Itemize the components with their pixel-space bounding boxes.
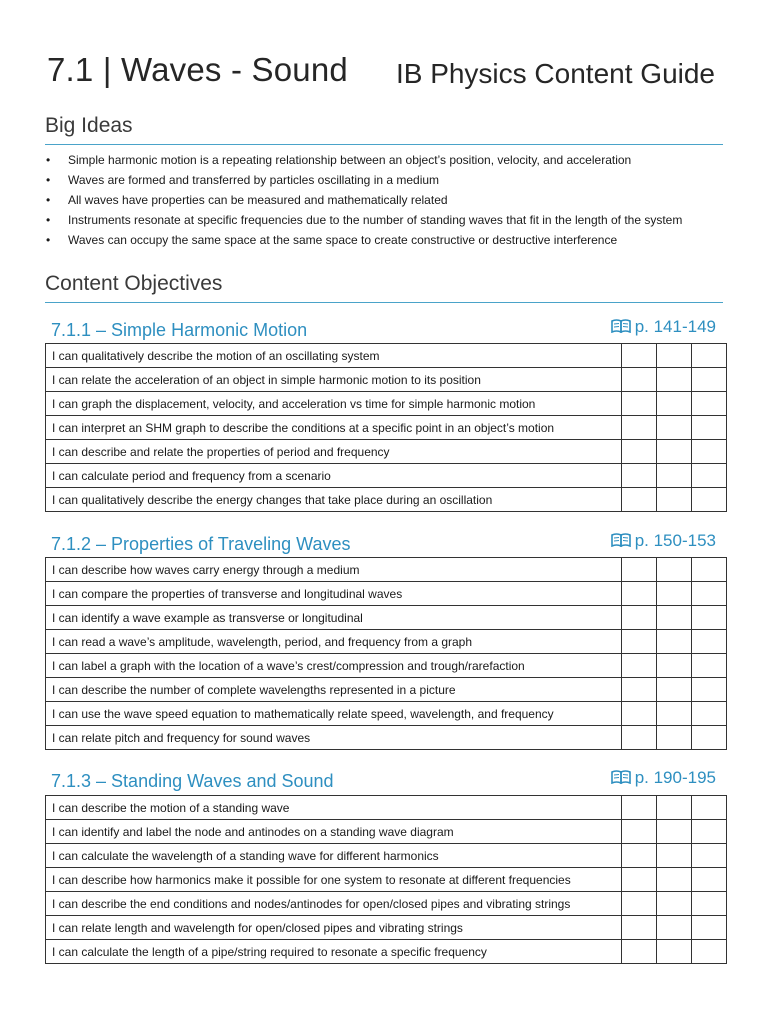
table-row	[46, 796, 727, 820]
check-box[interactable]	[692, 916, 727, 940]
check-box[interactable]	[692, 796, 727, 820]
objective-text: I can describe how harmonics make it possible for one system to resonate at different frequencies	[46, 868, 622, 892]
objective-text: I can relate length and wavelength for open/closed pipes and vibrating strings	[46, 916, 622, 940]
objective-text: I can describe and relate the properties of period and frequency	[46, 440, 622, 464]
check-box[interactable]	[692, 344, 727, 368]
objective-text: I can interpret an SHM graph to describe the conditions at a specific point in an object’s motion	[46, 416, 622, 440]
big-idea-item	[45, 230, 723, 250]
check-box[interactable]	[657, 654, 692, 678]
section-title-7-1-3: 7.1.3 – Standing Waves and Sound	[51, 771, 334, 791]
bullet-icon: •	[46, 153, 51, 167]
title-row	[45, 50, 723, 94]
check-box[interactable]	[692, 558, 727, 582]
objective-text: I can qualitatively describe the energy changes that take place during an oscillation	[46, 488, 622, 512]
table-row	[46, 582, 727, 606]
check-box[interactable]	[622, 892, 657, 916]
page-ref-7-1-2	[611, 530, 716, 552]
check-box[interactable]	[692, 464, 727, 488]
check-box[interactable]	[657, 440, 692, 464]
table-row	[46, 630, 727, 654]
check-box[interactable]	[657, 630, 692, 654]
check-box[interactable]	[622, 368, 657, 392]
check-box[interactable]	[622, 654, 657, 678]
check-box[interactable]	[622, 344, 657, 368]
table-row	[46, 416, 727, 440]
check-box[interactable]	[692, 392, 727, 416]
check-box[interactable]	[622, 606, 657, 630]
check-box[interactable]	[622, 416, 657, 440]
check-box[interactable]	[657, 606, 692, 630]
page-ref-7-1-1	[611, 316, 716, 338]
check-box[interactable]	[657, 582, 692, 606]
check-box[interactable]	[692, 844, 727, 868]
table-row	[46, 892, 727, 916]
objective-text: I can describe the number of complete wavelengths represented in a picture	[46, 678, 622, 702]
check-box[interactable]	[692, 368, 727, 392]
table-row	[46, 678, 727, 702]
objective-text: I can compare the properties of transverse and longitudinal waves	[46, 582, 622, 606]
objective-text: I can use the wave speed equation to mathematically relate speed, wavelength, and frequency	[46, 702, 622, 726]
page-range: p. 141-149	[634, 317, 716, 336]
check-box[interactable]	[657, 678, 692, 702]
section-title-7-1-1: 7.1.1 – Simple Harmonic Motion	[51, 320, 308, 340]
check-box[interactable]	[692, 678, 727, 702]
objective-text: I can calculate period and frequency from a scenario	[46, 464, 622, 488]
check-box[interactable]	[657, 558, 692, 582]
big-idea-item	[45, 170, 723, 190]
check-box[interactable]	[692, 868, 727, 892]
objective-text: I can describe how waves carry energy through a medium	[46, 558, 622, 582]
table-row	[46, 868, 727, 892]
objective-text: I can relate pitch and frequency for sound waves	[46, 726, 622, 750]
check-box[interactable]	[657, 702, 692, 726]
check-box[interactable]	[622, 630, 657, 654]
big-idea-text: Simple harmonic motion is a repeating relationship between an object’s position, velocity, and acceleration	[68, 153, 632, 167]
section-title-7-1-2: 7.1.2 – Properties of Traveling Waves	[51, 534, 351, 554]
table-row	[46, 440, 727, 464]
objective-text: I can qualitatively describe the motion of an oscillating system	[46, 344, 622, 368]
book-icon	[611, 770, 631, 784]
check-box[interactable]	[692, 726, 727, 750]
check-box[interactable]	[657, 416, 692, 440]
objective-text: I can relate the acceleration of an object in simple harmonic motion to its position	[46, 368, 622, 392]
content-objectives-divider	[45, 302, 723, 303]
objectives-table-7-1-1	[45, 343, 727, 512]
check-box[interactable]	[692, 582, 727, 606]
table-row	[46, 844, 727, 868]
check-box[interactable]	[622, 916, 657, 940]
objective-text: I can identify and label the node and antinodes on a standing wave diagram	[46, 820, 622, 844]
check-box[interactable]	[692, 488, 727, 512]
table-row	[46, 916, 727, 940]
big-ideas-divider	[45, 144, 723, 145]
objectives-table-7-1-2	[45, 557, 727, 750]
check-box[interactable]	[622, 464, 657, 488]
table-row	[46, 820, 727, 844]
check-box[interactable]	[622, 440, 657, 464]
big-idea-text: Instruments resonate at specific frequencies due to the number of standing waves that fit in the length of the system	[68, 213, 683, 227]
check-box[interactable]	[657, 940, 692, 964]
table-row	[46, 464, 727, 488]
check-box[interactable]	[622, 796, 657, 820]
check-box[interactable]	[622, 678, 657, 702]
check-box[interactable]	[657, 344, 692, 368]
check-box[interactable]	[692, 702, 727, 726]
check-box[interactable]	[692, 630, 727, 654]
page-title: 7.1 | Waves - Sound	[47, 51, 348, 88]
big-idea-item	[45, 150, 723, 170]
objective-text: I can read a wave’s amplitude, wavelength, period, and frequency from a graph	[46, 630, 622, 654]
table-row	[46, 606, 727, 630]
book-icon	[611, 319, 631, 333]
table-row	[46, 558, 727, 582]
big-idea-text: All waves have properties can be measured and mathematically related	[68, 193, 448, 207]
table-row	[46, 488, 727, 512]
bullet-icon: •	[46, 193, 51, 207]
big-idea-text: Waves are formed and transferred by particles oscillating in a medium	[68, 173, 440, 187]
check-box[interactable]	[692, 416, 727, 440]
page-ref-7-1-3	[611, 767, 716, 789]
check-box[interactable]	[692, 820, 727, 844]
table-row	[46, 702, 727, 726]
book-icon	[611, 533, 631, 547]
check-box[interactable]	[692, 606, 727, 630]
objective-text: I can calculate the length of a pipe/string required to resonate a specific frequency	[46, 940, 622, 964]
check-box[interactable]	[622, 488, 657, 512]
check-box[interactable]	[657, 488, 692, 512]
objective-text: I can describe the end conditions and nodes/antinodes for open/closed pipes and vibrating strings	[46, 892, 622, 916]
check-box[interactable]	[657, 820, 692, 844]
table-row	[46, 726, 727, 750]
big-idea-item	[45, 210, 723, 230]
check-box[interactable]	[622, 392, 657, 416]
check-box[interactable]	[657, 868, 692, 892]
check-box[interactable]	[657, 726, 692, 750]
big-idea-text: Waves can occupy the same space at the same space to create constructive or destructive interference	[68, 233, 618, 247]
check-box[interactable]	[657, 892, 692, 916]
check-box[interactable]	[622, 558, 657, 582]
check-box[interactable]	[622, 582, 657, 606]
check-box[interactable]	[657, 916, 692, 940]
big-ideas-list	[45, 150, 723, 250]
table-row	[46, 392, 727, 416]
check-box[interactable]	[622, 726, 657, 750]
bullet-icon: •	[46, 213, 51, 227]
check-box[interactable]	[657, 464, 692, 488]
check-box[interactable]	[622, 820, 657, 844]
table-row	[46, 940, 727, 964]
bullet-icon: •	[46, 173, 51, 187]
objective-text: I can identify a wave example as transverse or longitudinal	[46, 606, 622, 630]
check-box[interactable]	[692, 440, 727, 464]
big-idea-item	[45, 190, 723, 210]
check-box[interactable]	[692, 940, 727, 964]
guide-title: IB Physics Content Guide	[395, 58, 715, 89]
check-box[interactable]	[657, 796, 692, 820]
objectives-table-7-1-3	[45, 795, 727, 964]
table-row	[46, 654, 727, 678]
page-range: p. 150-153	[634, 531, 716, 550]
big-ideas-heading: Big Ideas	[45, 114, 133, 137]
check-box[interactable]	[692, 654, 727, 678]
objective-text: I can calculate the wavelength of a standing wave for different harmonics	[46, 844, 622, 868]
page-range: p. 190-195	[634, 768, 716, 787]
check-box[interactable]	[657, 844, 692, 868]
check-box[interactable]	[622, 844, 657, 868]
objective-text: I can describe the motion of a standing wave	[46, 796, 622, 820]
check-box[interactable]	[622, 940, 657, 964]
objective-text: I can graph the displacement, velocity, and acceleration vs time for simple harmonic motion	[46, 392, 622, 416]
check-box[interactable]	[692, 892, 727, 916]
table-row	[46, 344, 727, 368]
content-objectives-heading: Content Objectives	[45, 272, 223, 295]
check-box[interactable]	[657, 368, 692, 392]
check-box[interactable]	[622, 868, 657, 892]
check-box[interactable]	[657, 392, 692, 416]
objective-text: I can label a graph with the location of a wave’s crest/compression and trough/rarefaction	[46, 654, 622, 678]
bullet-icon: •	[46, 233, 51, 247]
table-row	[46, 368, 727, 392]
check-box[interactable]	[622, 702, 657, 726]
